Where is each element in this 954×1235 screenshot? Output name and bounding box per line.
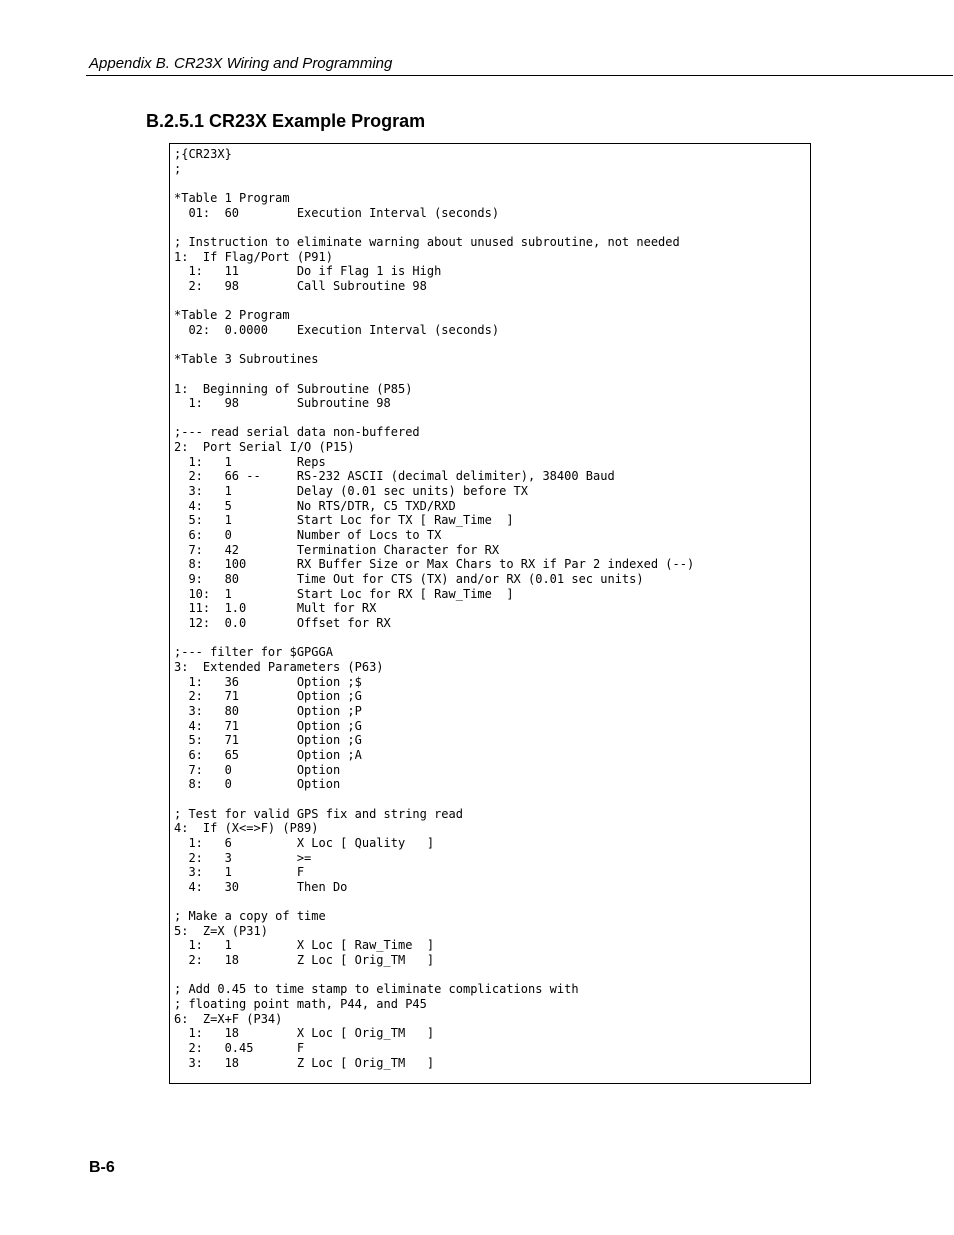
page-number: B-6 [89,1159,115,1176]
code-box [169,143,811,1084]
program-listing: ;{CR23X} ; *Table 1 Program 01: 60 Execution Interval (seconds) ; Instruction to eliminate warning about unused subroutine, not needed 1: If Flag/Port (P91) 1: 11 Do if Flag 1 is High 2: 98 Call Subroutine 98 *Table 2 Program 02: 0.0000 Execution Interval (seconds) *Table 3 Subroutines 1: Beginning of Subroutine (P85) 1: 98 Subroutine 98 ;--- read serial data non-buffered 2: Port Serial I/O (P15) 1: 1 Reps 2: 66 -- RS-232 ASCII (decimal delimiter), 38400 Baud 3: 1 Delay (0.01 sec units) before TX 4: 5 No RTS/DTR, C5 TXD/RXD 5: 1 Start Loc for TX [ Raw_Time ] 6: 0 Number of Locs to TX 7: 42 Termination Character for RX 8: 100 RX Buffer Size or Max Chars to RX if Par 2 indexed (--) 9: 80 Time Out for CTS (TX) and/or RX (0.01 sec units) 10: 1 Start Loc for RX [ Raw_Time ] 11: 1.0 Mult for RX 12: 0.0 Offset for RX ;--- filter for $GPGGA 3: Extended Parameters (P63) 1: 36 Option ;$ 2: 71 Option ;G 3: 80 Option ;P 4: 71 Option ;G 5: 71 Option ;G 6: 65 Option ;A 7: 0 Option 8: 0 Option ; Test for valid GPS fix and string read 4: If (X<=>F) (P89) 1: 6 X Loc [ Quality ] 2: 3 >= 3: 1 F 4: 30 Then Do ; Make a copy of time 5: Z=X (P31) 1: 1 X Loc [ Raw_Time ] 2: 18 Z Loc [ Orig_TM ] ; Add 0.45 to time stamp to eliminate complications with ; floating point math, P44, and P45 6: Z=X+F (P34) 1: 18 X Loc [ Orig_TM ] 2: 0.45 F 3: 18 Z Loc [ Orig_TM ] [174,147,695,1070]
header-rule [86,75,953,76]
running-header: Appendix B. CR23X Wiring and Programming [89,55,393,72]
section-title: B.2.5.1 CR23X Example Program [146,111,426,131]
